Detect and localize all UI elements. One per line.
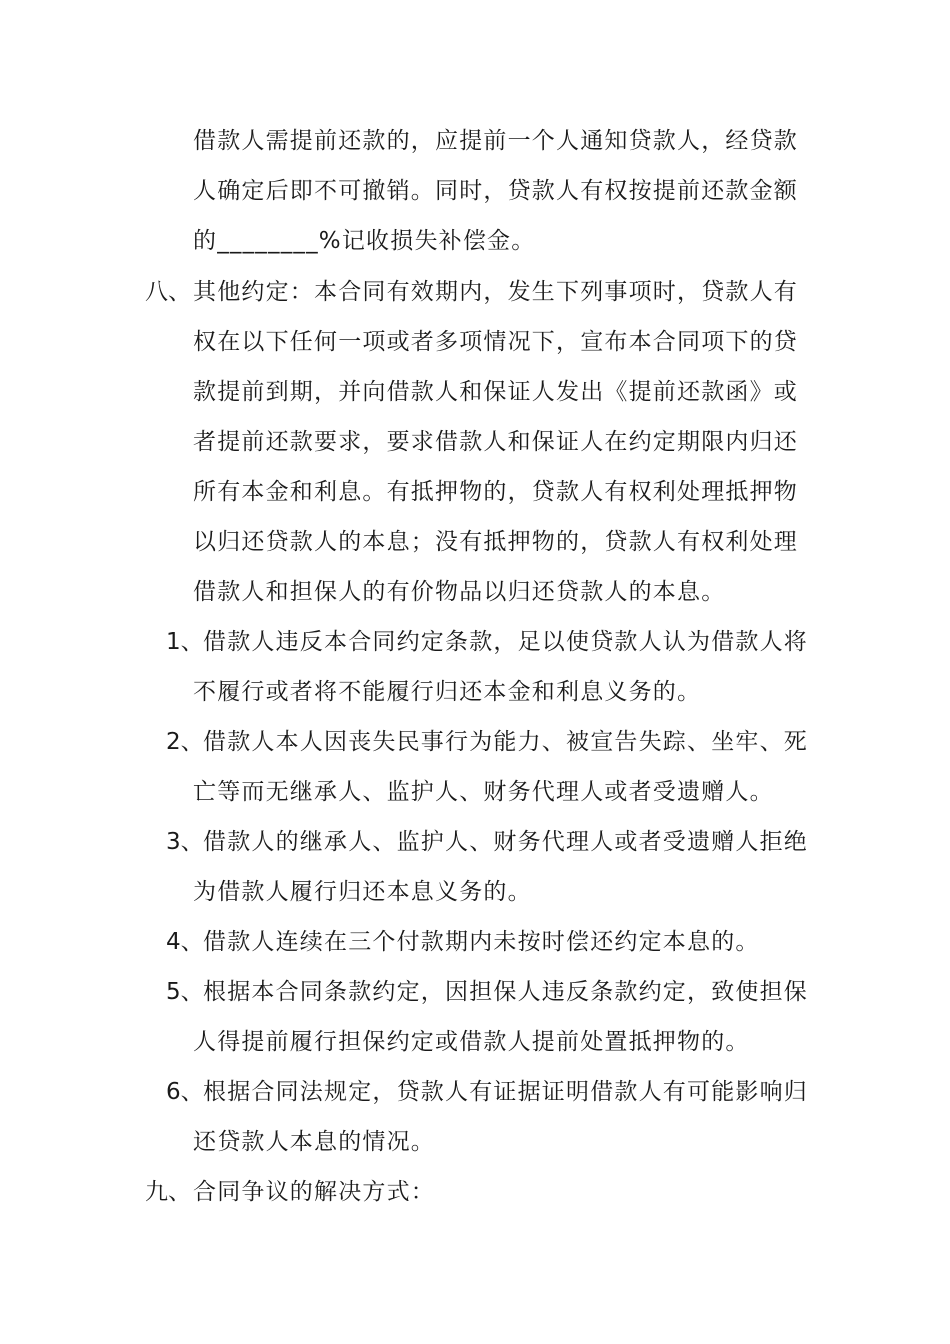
list-item-line: 亡等而无继承人、监护人、财务代理人或者受遗赠人。 <box>193 779 774 805</box>
list-item-line: 借款人连续在三个付款期内未按时偿还约定本息的。 <box>203 929 760 955</box>
section-9-marker: 九、 <box>145 1179 191 1205</box>
list-item-line: 人得提前履行担保约定或借款人提前处置抵押物的。 <box>193 1029 750 1055</box>
list-item-line: 根据合同法规定，贷款人有证据证明借款人有可能影响归 <box>203 1079 808 1105</box>
section-8-line: 借款人和担保人的有价物品以归还贷款人的本息。 <box>193 579 726 605</box>
section-8-line: 款提前到期，并向借款人和保证人发出《提前还款函》或 <box>193 379 798 405</box>
clause-line: 借款人需提前还款的，应提前一个人通知贷款人，经贷款 <box>193 128 798 154</box>
list-item-number: 1、 <box>166 629 204 655</box>
section-8-line: 以归还贷款人的本息；没有抵押物的，贷款人有权利处理 <box>193 529 798 555</box>
section-8-line: 权在以下任何一项或者多项情况下，宣布本合同项下的贷 <box>193 329 798 355</box>
list-item-line: 借款人违反本合同约定条款，足以使贷款人认为借款人将 <box>203 629 808 655</box>
section-9-title: 合同争议的解决方式： <box>193 1179 435 1205</box>
section-8-line: 所有本金和利息。有抵押物的，贷款人有权利处理抵押物 <box>193 479 798 505</box>
list-item-line: 根据本合同条款约定，因担保人违反条款约定，致使担保 <box>203 979 808 1005</box>
list-item-number: 3、 <box>166 829 204 855</box>
list-item-line: 借款人本人因丧失民事行为能力、被宣告失踪、坐牢、死 <box>203 729 808 755</box>
clause-line: 的________%记收损失补偿金。 <box>193 228 536 254</box>
list-item-number: 4、 <box>166 929 204 955</box>
list-item-line: 还贷款人本息的情况。 <box>193 1129 435 1155</box>
section-8-line: 者提前还款要求，要求借款人和保证人在约定期限内归还 <box>193 429 798 455</box>
list-item-line: 借款人的继承人、监护人、财务代理人或者受遗赠人拒绝 <box>203 829 808 855</box>
list-item-number: 6、 <box>166 1079 204 1105</box>
list-item-number: 2、 <box>166 729 204 755</box>
list-item-line: 为借款人履行归还本息义务的。 <box>193 879 532 905</box>
clause-line: 人确定后即不可撤销。同时，贷款人有权按提前还款金额 <box>193 178 798 204</box>
section-8-marker: 八、 <box>145 279 191 305</box>
list-item-number: 5、 <box>166 979 204 1005</box>
list-item-line: 不履行或者将不能履行归还本金和利息义务的。 <box>193 679 702 705</box>
section-8-line: 其他约定：本合同有效期内，发生下列事项时，贷款人有 <box>193 279 798 305</box>
